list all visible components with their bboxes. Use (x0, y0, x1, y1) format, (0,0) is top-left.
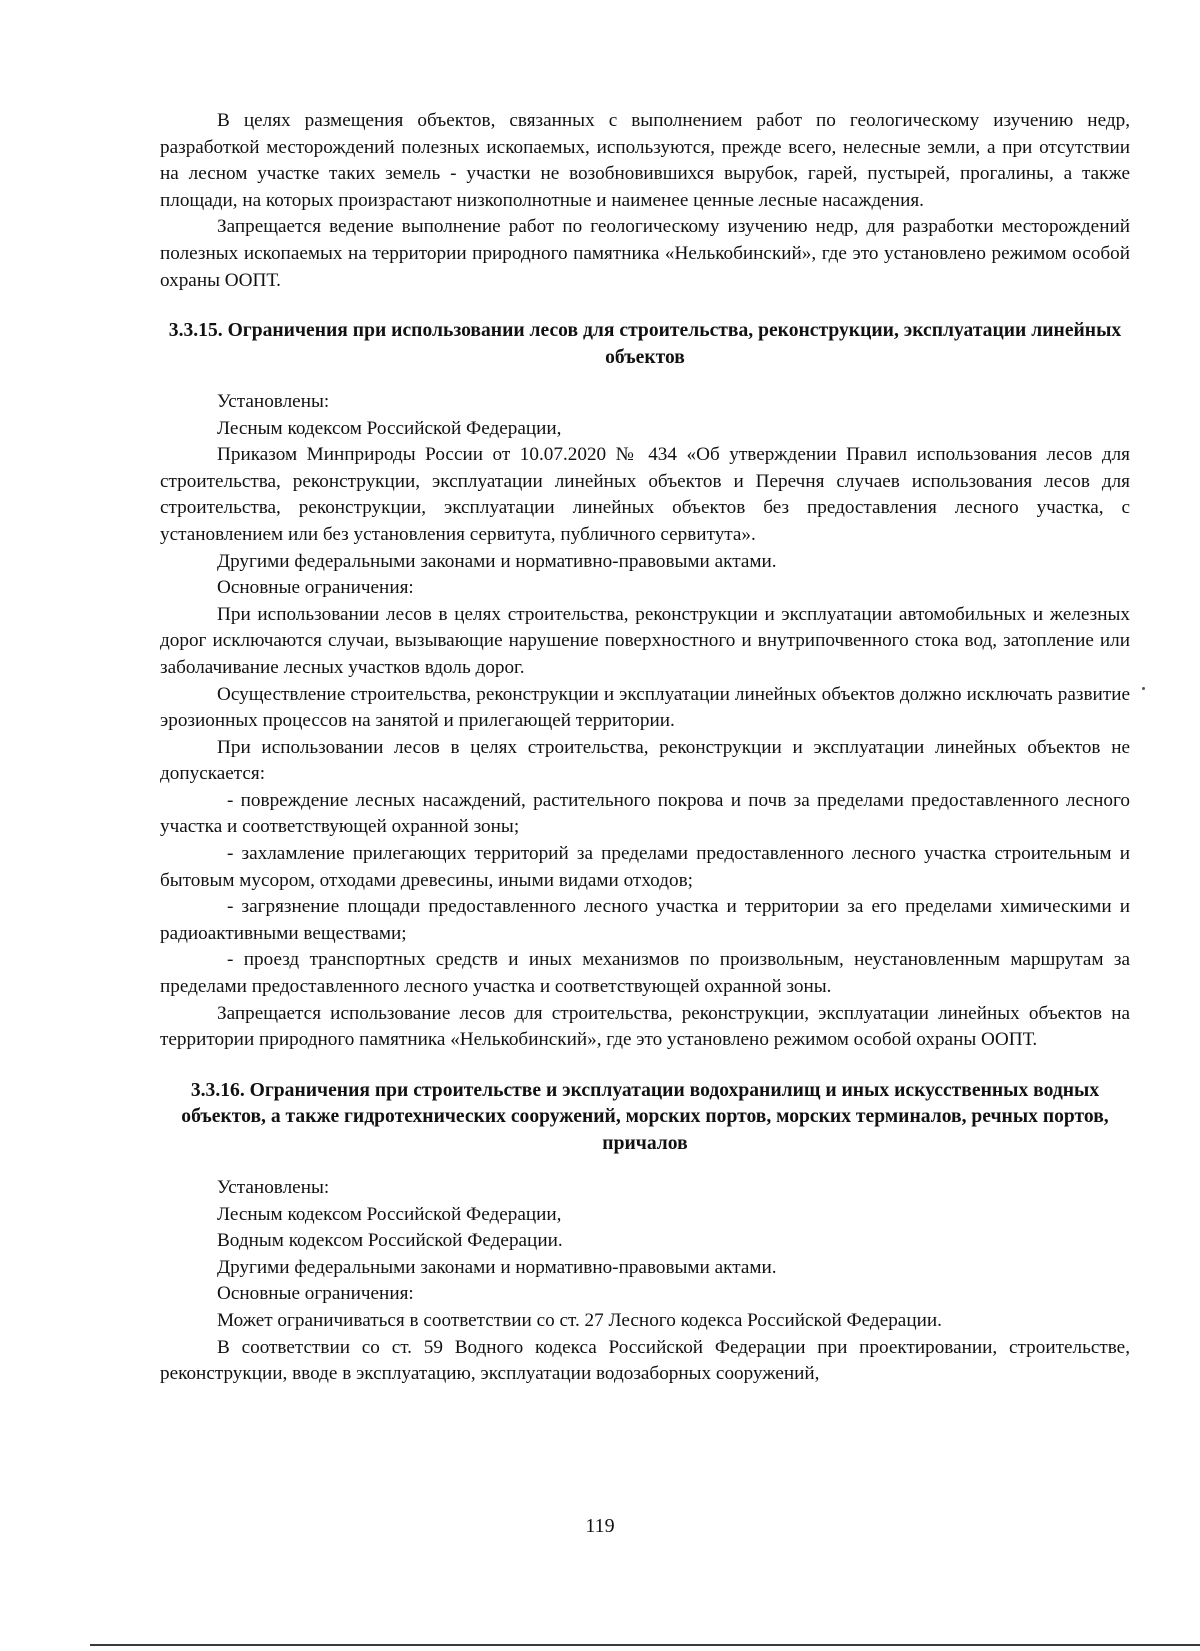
paragraph: Установлены: (217, 390, 330, 412)
paragraph: Водным кодексом Российской Федерации. (217, 1230, 563, 1252)
paragraph: Другими федеральными законами и нормативно-правовыми актами. (217, 550, 777, 572)
paragraph: В соответствии со ст. 59 Водного кодекса Российской Федерации при проектировании, строительстве, реконструкции, вводе в эксплуатацию, эксплуатации водозаборных сооружений, (160, 1336, 1130, 1385)
paragraph: Приказом Минприроды России от 10.07.2020 № 434 «Об утверждении Правил использования лесов для строительства, реконструкции, эксплуатации линейных объектов и Перечня случаев использования лесов для строительства, реконструкции, эксплуатации линейных объектов без предоставления лесного участка, с установлением или без установления сервитута, публичного сервитута». (160, 444, 1130, 545)
document-page (160, 108, 1130, 1388)
section-heading-3-3-15: 3.3.15. Ограничения при использовании лесов для строительства, реконструкции, эксплуатации линейных объектов (168, 320, 1122, 368)
list-item: - повреждение лесных насаждений, растительного покрова и почв за пределами предоставленного лесного участка и соответствующей охранной зоны; (160, 789, 1130, 838)
page-number: 119 (585, 1515, 615, 1537)
paragraph: Основные ограничения: (217, 577, 414, 599)
scan-speck (1142, 687, 1145, 690)
closing-paragraph: Запрещается использование лесов для строительства, реконструкции, эксплуатации линейных объектов на территории природного памятника «Нелькобинский», где это установлено режимом особой охраны ООПТ. (160, 1002, 1130, 1051)
paragraph: Осуществление строительства, реконструкции и эксплуатации линейных объектов должно исключать развитие эрозионных процессов на занятой и прилегающей территории. (160, 683, 1130, 732)
list-item: - загрязнение площади предоставленного лесного участка и территории за его пределами химическими и радиоактивными веществами; (160, 896, 1130, 944)
scan-edge-line (90, 1644, 1200, 1646)
list-item: - захламление прилегающих территорий за пределами предоставленного лесного участка строительным и бытовым мусором, отходами древесины, иными видами отходов; (160, 843, 1130, 891)
intro-paragraph-2: Запрещается ведение выполнение работ по геологическому изучению недр, для разработки месторождений полезных ископаемых на территории природного памятника «Нелькобинский», где это установлено режимом особой охраны ООПТ. (160, 216, 1130, 291)
paragraph: При использовании лесов в целях строительства, реконструкции и эксплуатации линейных объектов не допускается: (160, 736, 1130, 785)
paragraph: При использовании лесов в целях строительства, реконструкции и эксплуатации автомобильных и железных дорог исключаются случаи, вызывающие нарушение поверхностного и внутрипочвенного стока вод, затопление или заболачивание лесных участков вдоль дорог. (160, 603, 1130, 678)
paragraph: Основные ограничения: (217, 1283, 414, 1305)
list-item: - проезд транспортных средств и иных механизмов по произвольным, неустановленным маршрутам за пределами предоставленного лесного участка и соответствующей охранной зоны. (160, 949, 1130, 998)
paragraph: Другими федеральными законами и нормативно-правовыми актами. (217, 1256, 777, 1278)
intro-paragraph-1: В целях размещения объектов, связанных с выполнением работ по геологическому изучению недр, разработкой месторождений полезных ископаемых, используются, прежде всего, нелесные земли, а при отсутствии на лесном участке таких земель - участки не возобновившихся вырубок, гарей, пустырей, прогалины, а также площади, на которых произрастают низкополнотные и наименее ценные лесные насаждения. (160, 110, 1130, 211)
section-heading-3-3-16: 3.3.16. Ограничения при строительстве и эксплуатации водохранилищ и иных искусственных водных объектов, а также гидротехнических сооружений, морских портов, морских терминалов, речных портов, причалов (181, 1079, 1109, 1154)
paragraph: Может ограничиваться в соответствии со ст. 27 Лесного кодекса Российской Федерации. (217, 1310, 942, 1331)
paragraph: Установлены: (217, 1177, 330, 1199)
paragraph: Лесным кодексом Российской Федерации, (217, 417, 562, 439)
paragraph: Лесным кодексом Российской Федерации, (217, 1203, 562, 1225)
